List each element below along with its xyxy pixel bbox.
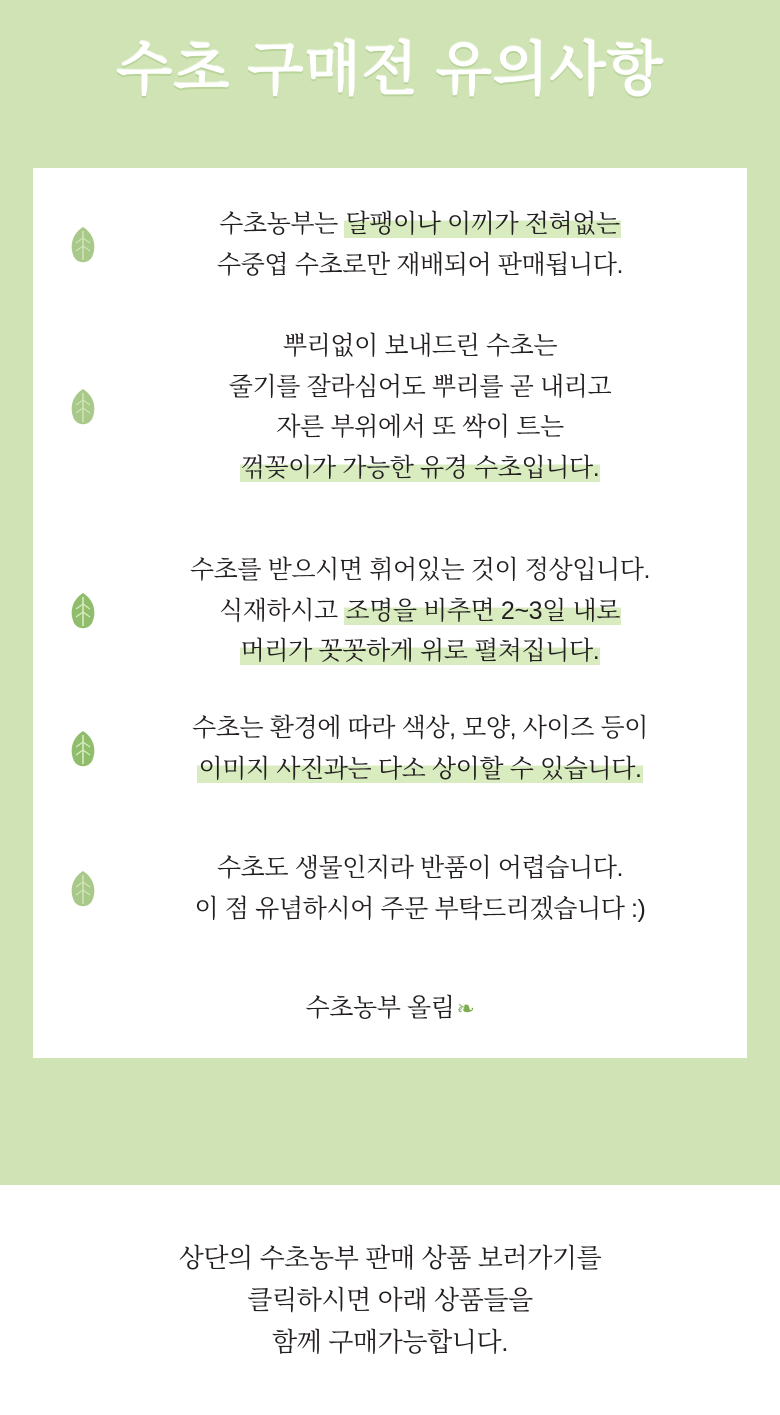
notice-text: [133, 326, 747, 488]
notice-line: 수중엽 수초로만 재배되어 판매됩니다.: [216, 250, 624, 279]
list-item: [33, 326, 747, 488]
notice-line: 이미지 사진과는 다소 상이할 수 있습니다.: [198, 754, 642, 783]
list-item: [33, 550, 747, 672]
notice-line: 줄기를 잘라심어도 뿌리를 곧 내리고: [228, 372, 612, 401]
notice-list: [33, 168, 747, 1058]
page-title: 수초 구매전 유의사항: [116, 37, 664, 102]
footer-line: 클릭하시면 아래 상품들을: [247, 1284, 533, 1315]
leaf-icon: [33, 388, 133, 426]
notice-line: 자른 부위에서 또 싹이 트는: [276, 413, 564, 441]
notice-line: 머리가 꼿꼿하게 위로 펼쳐집니다.: [240, 637, 600, 665]
footer-note: [0, 1185, 780, 1415]
notice-line: 수초농부는 달팽이나 이끼가 전혀없는: [219, 210, 620, 238]
notice-line: 뿌리없이 보내드린 수초는: [282, 332, 558, 360]
notice-line: 수초도 생물인지라 반품이 어렵습니다.: [216, 854, 624, 882]
notice-text: [133, 550, 747, 672]
list-item: [33, 708, 747, 789]
notice-line: 꺾꽂이가 가능한 유경 수초입니다.: [240, 453, 600, 482]
notice-line: 수초를 받으시면 휘어있는 것이 정상입니다.: [189, 556, 651, 584]
clover-icon: ❧: [456, 996, 475, 1021]
signature-text: 수초농부 올림: [305, 994, 455, 1022]
leaf-icon: [33, 870, 133, 908]
signature: [33, 988, 747, 1024]
leaf-icon: [33, 226, 133, 264]
notice-line: 수초는 환경에 따라 색상, 모양, 사이즈 등이: [191, 714, 649, 742]
footer-line: 상단의 수초농부 판매 상품 보러가기를: [178, 1242, 602, 1273]
list-item: [33, 848, 747, 929]
leaf-icon: [33, 730, 133, 768]
notice-text: [133, 204, 747, 285]
notice-text: [133, 708, 747, 789]
footer-line: 함께 구매가능합니다.: [271, 1327, 509, 1358]
leaf-icon: [33, 592, 133, 630]
notice-line: 이 점 유념하시어 주문 부탁드리겠습니다 :): [194, 894, 646, 923]
list-item: [33, 204, 747, 285]
notice-card: [33, 168, 747, 1058]
notice-text: [133, 848, 747, 929]
notice-line: 식재하시고 조명을 비추면 2~3일 내로: [219, 596, 620, 625]
